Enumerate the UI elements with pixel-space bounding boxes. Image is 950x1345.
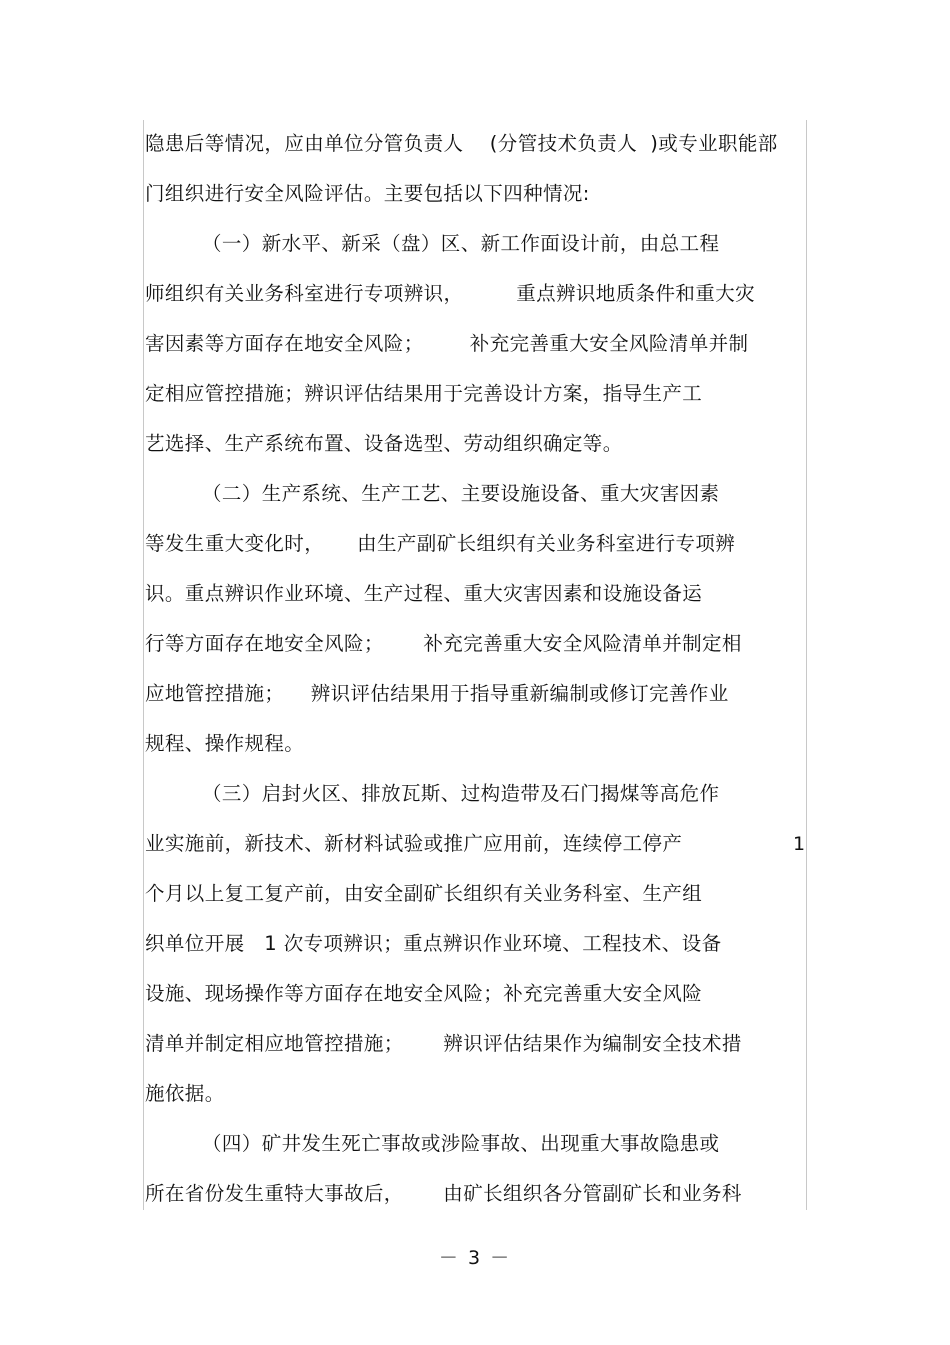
paragraph-start-line: （二）生产系统、生产工艺、主要设施设备、重大灾害因素: [202, 482, 720, 505]
text-line: 行等方面存在地安全风险； 补充完善重大安全风险清单并制定相: [145, 632, 742, 655]
text-line: 所在省份发生重特大事故后， 由矿长组织各分管副矿长和业务科: [145, 1182, 742, 1205]
text-line: 艺选择、生产系统布置、设备选型、劳动组织确定等。: [145, 432, 623, 455]
text-line: 师组织有关业务科室进行专项辨识， 重点辨识地质条件和重大灾: [145, 282, 755, 305]
text-line: 设施、现场操作等方面存在地安全风险；补充完善重大安全风险: [145, 982, 703, 1005]
text-line: 规程、操作规程。: [145, 732, 305, 755]
text-line: 门组织进行安全风险评估。主要包括以下四种情况:: [145, 182, 590, 205]
page-number: － 3 －: [438, 1247, 512, 1269]
paragraph-start-line: （三）启封火区、排放瓦斯、过构造带及石门揭煤等高危作: [202, 782, 720, 805]
text-line: 业实施前，新技术、新材料试验或推广应用前，连续停工停产: [145, 832, 683, 855]
text-line: 隐患后等情况，应由单位分管负责人 (分管技术负责人 )或专业职能部: [145, 132, 778, 155]
text-line: 定相应管控措施；辨识评估结果用于完善设计方案，指导生产工: [145, 382, 703, 405]
margin-number: 1: [793, 833, 806, 855]
paragraph-start-line: （四）矿井发生死亡事故或涉险事故、出现重大事故隐患或: [202, 1132, 720, 1155]
text-line: 应地管控措施； 辨识评估结果用于指导重新编制或修订完善作业: [145, 682, 729, 705]
text-line: 织单位开展 1 次专项辨识；重点辨识作业环境、工程技术、设备: [145, 932, 722, 955]
paragraph-start-line: （一）新水平、新采（盘）区、新工作面设计前，由总工程: [202, 232, 720, 255]
text-line: 等发生重大变化时， 由生产副矿长组织有关业务科室进行专项辨: [145, 532, 736, 555]
page-border-right: [806, 120, 807, 1210]
text-line: 清单并制定相应地管控措施； 辨识评估结果作为编制安全技术措: [145, 1032, 742, 1055]
text-line: 识。重点辨识作业环境、生产过程、重大灾害因素和设施设备运: [145, 582, 703, 605]
page-border-left: [143, 120, 144, 1210]
text-line: 个月以上复工复产前，由安全副矿长组织有关业务科室、生产组: [145, 882, 703, 905]
text-line: 施依据。: [145, 1082, 225, 1105]
text-line: 害因素等方面存在地安全风险； 补充完善重大安全风险清单并制: [145, 332, 749, 355]
